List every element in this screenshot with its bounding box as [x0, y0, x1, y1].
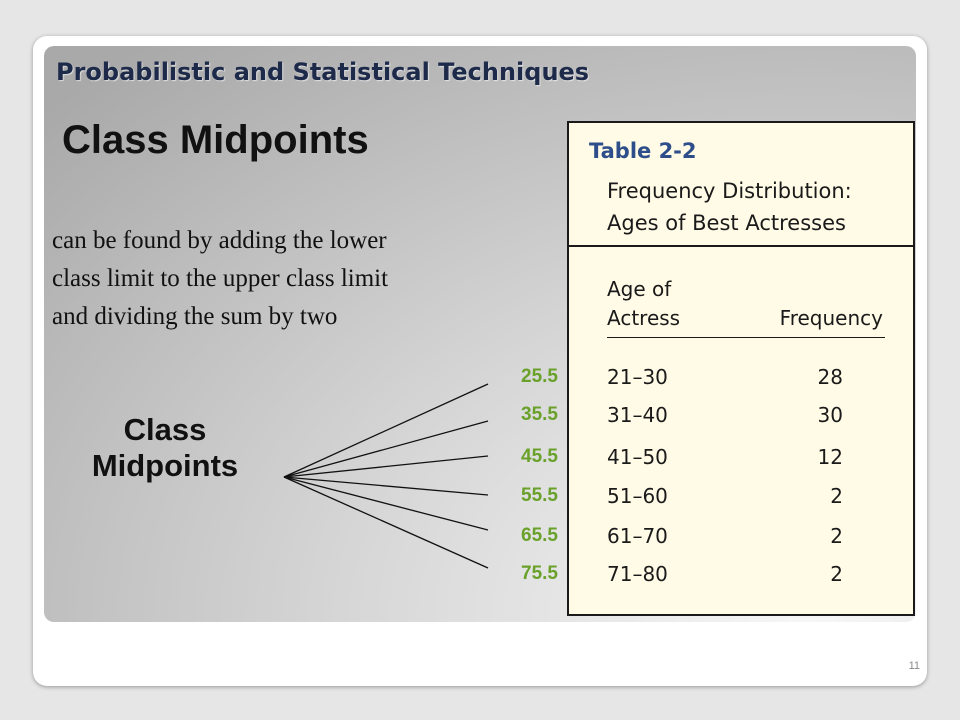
- age-range-cell: 51–60: [607, 484, 668, 508]
- frequency-cell: 2: [830, 524, 843, 548]
- age-range-cell: 71–80: [607, 562, 668, 586]
- table-row: [607, 484, 843, 512]
- age-range-cell: 41–50: [607, 445, 668, 469]
- age-range-cell: 61–70: [607, 524, 668, 548]
- age-range-cell: 21–30: [607, 365, 668, 389]
- midpoint-value: 25.5: [521, 366, 558, 387]
- header-title: Probabilistic and Statistical Techniques: [56, 58, 590, 86]
- table-row: [607, 524, 843, 552]
- frequency-cell: 28: [817, 365, 843, 389]
- body-text-line: can be found by adding the lower: [52, 227, 387, 254]
- table-title-line: Frequency Distribution:: [607, 179, 852, 203]
- table-row: [607, 445, 843, 473]
- midpoint-value: 75.5: [521, 563, 558, 584]
- table-row: [607, 403, 843, 431]
- table-row: [607, 365, 843, 393]
- body-text-line: and dividing the sum by two: [52, 303, 338, 330]
- connector-line: [284, 477, 488, 495]
- table-number: Table 2-2: [589, 139, 697, 163]
- frequency-cell: 12: [817, 445, 843, 469]
- table-divider: [569, 245, 913, 247]
- connector-line: [284, 384, 488, 477]
- frequency-table: [567, 121, 915, 616]
- body-text-line: class limit to the upper class limit: [52, 265, 389, 292]
- column-header-age: [607, 275, 747, 333]
- midpoint-value: 35.5: [521, 404, 558, 425]
- label-line: Class: [123, 412, 207, 447]
- midpoint-value: 65.5: [521, 525, 558, 546]
- midpoint-value: 45.5: [521, 446, 558, 467]
- table-title-line: Ages of Best Actresses: [607, 211, 846, 235]
- table-row: [607, 562, 843, 590]
- connector-line: [284, 421, 488, 477]
- slide-heading: Class Midpoints: [62, 118, 369, 162]
- column-header-age-line: Actress: [607, 306, 681, 330]
- frequency-cell: 2: [830, 562, 843, 586]
- column-header-age-line: Age of: [607, 277, 672, 301]
- table-title: [607, 175, 907, 239]
- column-header-frequency: Frequency: [779, 306, 883, 330]
- page-number: 11: [908, 660, 920, 672]
- frequency-cell: 30: [817, 403, 843, 427]
- age-range-cell: 31–40: [607, 403, 668, 427]
- midpoint-value: 55.5: [521, 485, 558, 506]
- header-rule: [607, 337, 885, 338]
- label-line: Midpoints: [91, 448, 239, 483]
- connector-line: [284, 456, 488, 477]
- frequency-cell: 2: [830, 484, 843, 508]
